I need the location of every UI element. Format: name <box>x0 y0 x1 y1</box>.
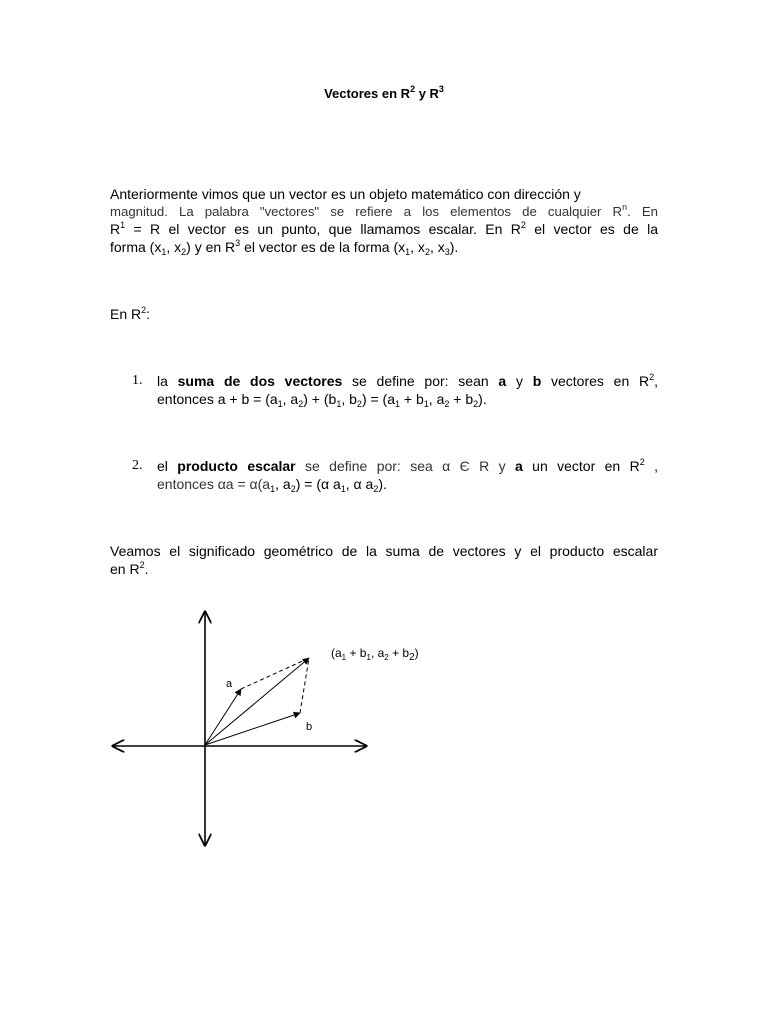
parallelogram-dash-top <box>241 658 309 689</box>
list-item-1-line-2: entonces $a + b = (a_1$, $a_2) + (b_1$, $b_2) = (a_1 + b_1$, $a_2 + b_2$). <box>157 391 487 409</box>
section-heading-r2: En $R^2$: <box>110 305 151 322</box>
list-item-2-line-1: el producto escalar se define por: sea α Є R y a un vector en $R^2$ , <box>157 457 658 474</box>
parallelogram-dash-right <box>300 658 309 713</box>
vector-sum <box>205 658 309 745</box>
page-title: Vectores en $R^2$ y $R^3$ <box>324 84 444 101</box>
sum-label: ($a_1 + b_1$, $a_2 + b_2$) <box>331 646 419 663</box>
vector-a <box>205 689 241 745</box>
list-number-1: 1. <box>132 373 143 388</box>
intro-line-3: $R^1 = R$ el vector es un punto, que llamamos escalar. En $R^2$ el vector es de la <box>110 220 658 237</box>
intro-line-4: forma ($x_1$, $x_2$) y en $R^3$ el vector es de la forma ($x_1$, $x_2$, $x_3$). <box>110 238 459 257</box>
vector-diagram <box>100 600 460 860</box>
vector-b <box>205 713 300 745</box>
intro-line-1: Anteriormente vimos que un vector es un objeto matemático con dirección y <box>110 186 581 202</box>
label-a: a <box>226 678 233 690</box>
label-b: b <box>306 721 313 733</box>
list-item-1-line-1: la suma de dos vectores se define por: sean a y b vectores en $R^2$, <box>157 372 658 389</box>
list-item-2-line-2: entonces $\alpha a = \alpha(a_1$, $a_2) = (\alpha$ $a_1$, α $a_2$). <box>157 476 387 494</box>
closing-line-1: Veamos el significado geométrico de la suma de vectores y el producto escalar <box>110 543 658 559</box>
intro-line-2: magnitud. La palabra "vectores" se refiere a los elementos de cualquier $R^n$. En <box>110 202 658 219</box>
closing-line-2: en $R^2$. <box>110 560 149 577</box>
list-number-2: 2. <box>132 458 143 473</box>
